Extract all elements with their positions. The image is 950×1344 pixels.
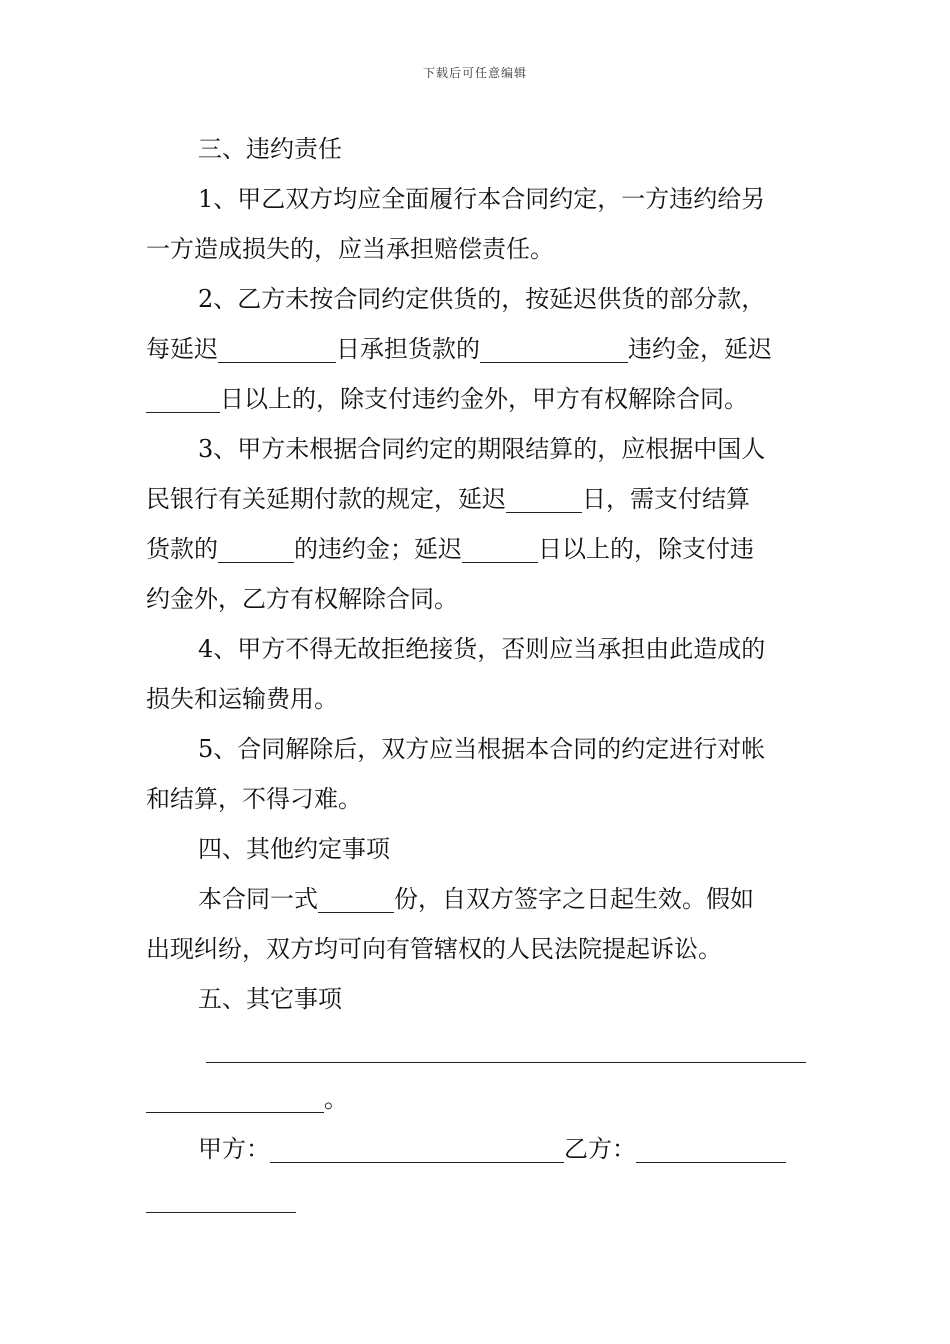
clause-3-3-line-1: 3、甲方未根据合同约定的期限结算的，应根据中国人	[198, 435, 766, 463]
clause-3-3-text-b: 日，需支付结算	[582, 485, 750, 513]
section-4-text-b: 份，自双方签字之日起生效。假如	[394, 885, 754, 913]
party-a-signature-field[interactable]	[270, 1132, 564, 1163]
clause-3-2-line-3	[146, 374, 808, 424]
party-b-signature-field[interactable]	[636, 1132, 786, 1163]
section-4-text-a: 本合同一式	[198, 885, 318, 913]
fill-blank-late-termination-days[interactable]	[462, 532, 538, 563]
party-b-label: 乙方：	[564, 1135, 636, 1163]
clause-3-5-line-1: 5、合同解除后，双方应当根据本合同的约定进行对帐	[198, 735, 766, 763]
clause-3-3-text-d: 的违约金；延迟	[294, 535, 462, 563]
fill-blank-copies[interactable]	[318, 882, 394, 913]
clause-3-3-text-c: 货款的	[146, 535, 218, 563]
party-a-label: 甲方：	[198, 1135, 270, 1163]
section-5-blank-line-1	[146, 1024, 808, 1074]
fill-blank-delay-days[interactable]	[218, 332, 336, 363]
clause-3-3-text-e: 日以上的，除支付违	[538, 535, 754, 563]
fill-blank-termination-days[interactable]	[146, 382, 220, 413]
clause-3-1-line-1: 1、甲乙双方均应全面履行本合同约定，一方违约给另	[198, 185, 766, 213]
page-header-note: 下载后可任意编辑	[422, 66, 527, 80]
contract-body	[146, 124, 808, 1224]
clause-3-4-line-1: 4、甲方不得无故拒绝接货，否则应当承担由此造成的	[198, 635, 766, 663]
fill-blank-late-penalty[interactable]	[218, 532, 294, 563]
fill-blank-late-payment-days[interactable]	[506, 482, 582, 513]
fill-blank-other-matters-1[interactable]	[206, 1032, 806, 1063]
clause-3-3-line-2	[146, 474, 808, 524]
clause-3-5-line-2: 和结算，不得刁难。	[146, 785, 362, 813]
section-5-blank-line-2	[146, 1074, 808, 1124]
section-5-title: 五、其它事项	[198, 985, 342, 1013]
section-5-end-mark: 。	[324, 1085, 348, 1113]
signature-line	[146, 1124, 808, 1174]
clause-3-3-line-3	[146, 524, 808, 574]
section-4-para-line-2: 出现纠纷，双方均可向有管辖权的人民法院提起诉讼。	[146, 935, 722, 963]
clause-3-2-line-1: 2、乙方未按合同约定供货的，按延迟供货的部分款，	[198, 285, 766, 313]
section-3-title: 三、违约责任	[198, 135, 342, 163]
clause-3-1-line-2: 一方造成损失的，应当承担赔偿责任。	[146, 235, 554, 263]
section-4-para-line-1	[146, 874, 808, 924]
clause-3-2-text-b: 日承担货款的	[336, 335, 480, 363]
clause-3-2-line-2	[146, 324, 808, 374]
clause-3-2-text-c: 违约金，延迟	[628, 335, 772, 363]
party-b-signature-field-continued[interactable]	[146, 1182, 296, 1213]
fill-blank-other-matters-2[interactable]	[146, 1082, 324, 1113]
fill-blank-penalty-rate[interactable]	[480, 332, 628, 363]
section-4-title: 四、其他约定事项	[198, 835, 390, 863]
signature-continuation-line	[146, 1174, 808, 1224]
clause-3-3-text-a: 民银行有关延期付款的规定，延迟	[146, 485, 506, 513]
clause-3-2-text-d: 日以上的，除支付违约金外，甲方有权解除合同。	[220, 385, 748, 413]
clause-3-3-line-4: 约金外，乙方有权解除合同。	[146, 585, 458, 613]
clause-3-2-text-a: 每延迟	[146, 335, 218, 363]
clause-3-4-line-2: 损失和运输费用。	[146, 685, 338, 713]
